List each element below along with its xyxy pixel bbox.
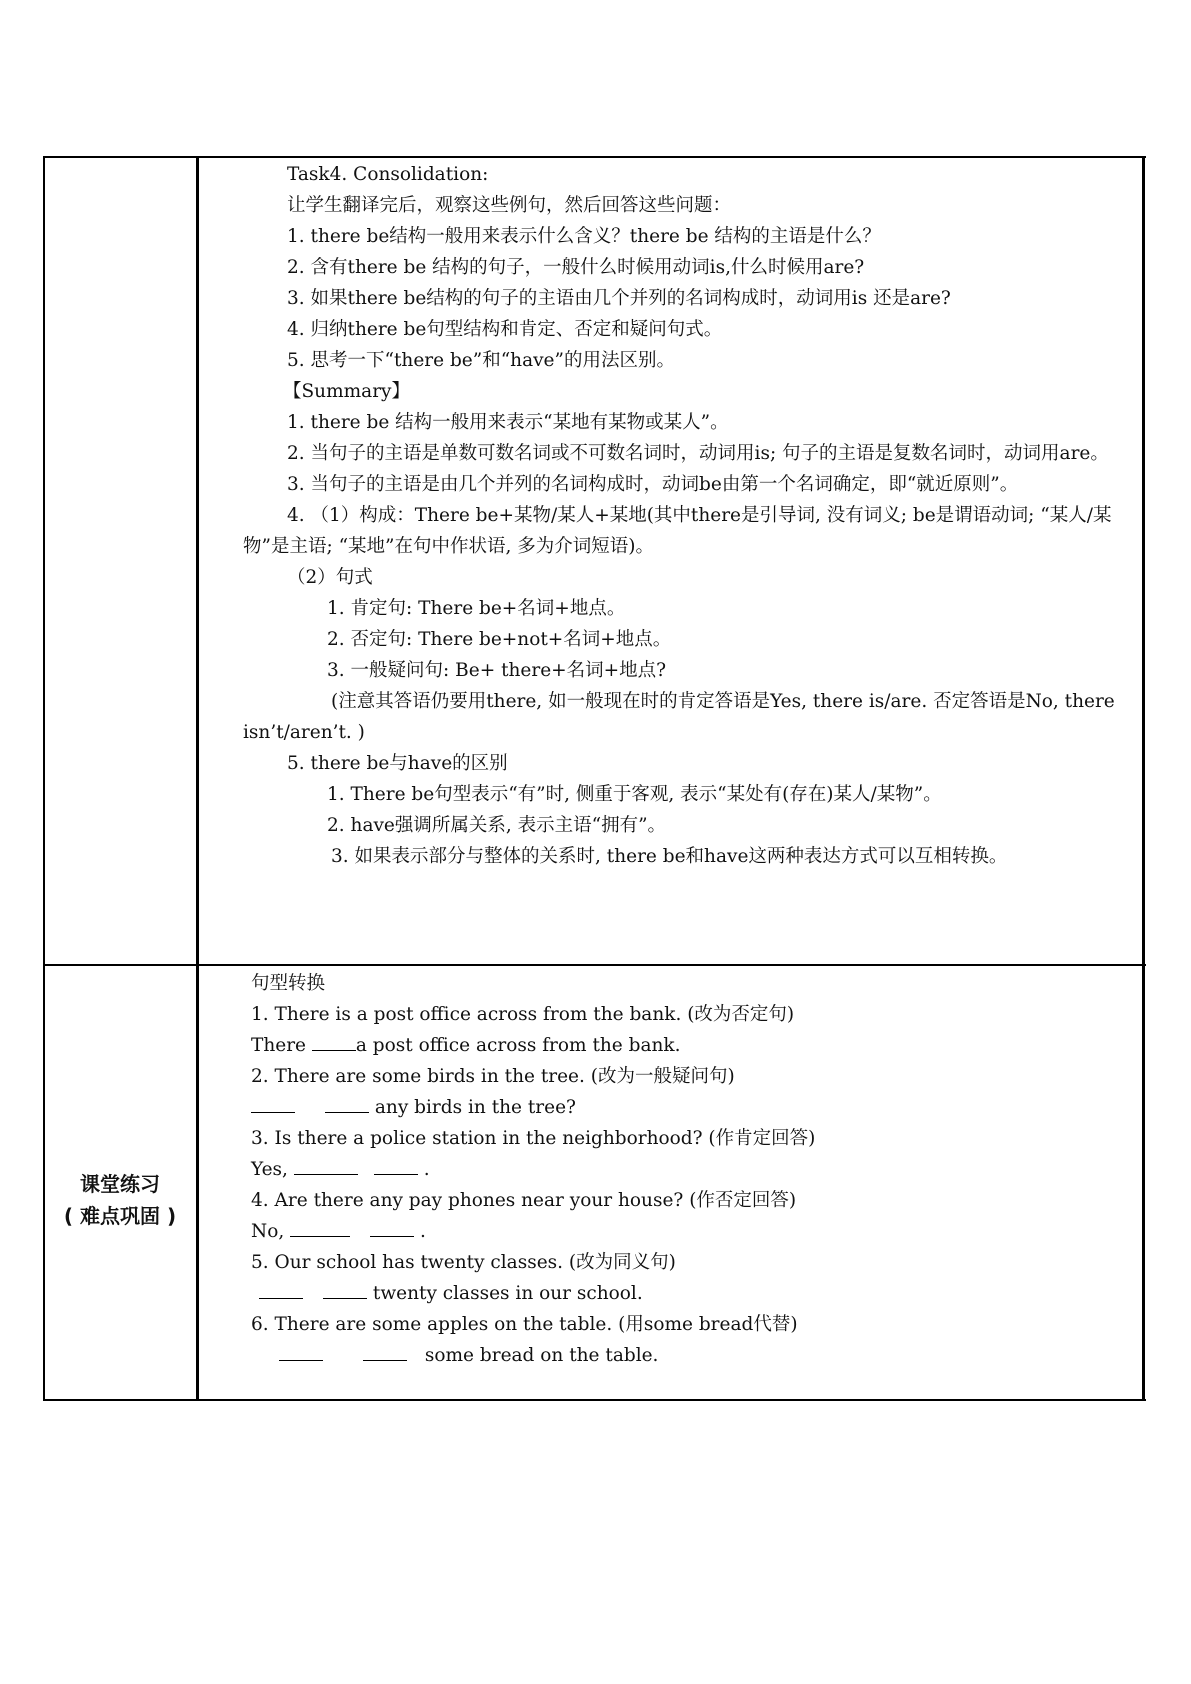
exercise-question: 6. There are some apples on the table. (用some bread代替) [251,1314,798,1335]
answer-blank[interactable] [290,1218,350,1237]
question-item: 2. 含有there be 结构的句子，一般什么时候用动词is,什么时候用are? [287,257,865,278]
row-label-line1: 课堂练习 [80,1172,160,1196]
answer-text: . [414,1221,426,1242]
answer-text: No, [251,1221,291,1242]
summary-point: 2. 当句子的主语是单数可数名词或不可数名词时，动词用is; 句子的主语是复数名词时，动词用are。 [287,443,1109,464]
question-item: 4. 归纳there be句型结构和肯定、否定和疑问句式。 [287,319,723,340]
answer-blank[interactable] [363,1342,407,1361]
sentence-pattern-item: 2. 否定句: There be+not+名词+地点。 [327,629,672,650]
answer-blank[interactable] [374,1156,418,1175]
lesson-table [43,156,1146,1401]
exercise-question: 5. Our school has twenty classes. (改为同义句) [251,1252,676,1273]
answer-text: Yes, [251,1159,294,1180]
exercise-title: 句型转换 [251,973,326,994]
answer-blank[interactable] [279,1342,323,1361]
difference-item: 1. There be句型表示“有”时, 侧重于客观, 表示“某处有(存在)某人/某物”。 [327,784,942,805]
answer-blank[interactable] [259,1280,303,1299]
consolidation-cell [243,159,1133,872]
answer-blank[interactable] [251,1094,295,1113]
question-item: 5. 思考一下“there be”和“have”的用法区别。 [287,350,675,371]
exercise-answer [251,1216,1131,1247]
summary-point: 5. there be与have的区别 [287,753,508,774]
answer-blank[interactable] [312,1032,356,1051]
row-label [43,1168,197,1232]
question-item: 3. 如果there be结构的句子的主语由几个并列的名词构成时，动词用is 还是are? [287,288,951,309]
answer-text: a post office across from the bank. [355,1035,681,1056]
task-heading: Task4. Consolidation: [287,164,489,185]
table-row-divider [43,964,1146,966]
answer-blank[interactable] [370,1218,414,1237]
summary-point: 1. there be 结构一般用来表示“某地有某物或某人”。 [287,412,729,433]
difference-item: 3. 如果表示部分与整体的关系时, there be和have这两种表达方式可以互相转换。 [331,846,1008,867]
answer-blank[interactable] [294,1156,358,1175]
exercise-question: 2. There are some birds in the tree. (改为一般疑问句) [251,1066,735,1087]
exercise-answer [251,1154,1131,1185]
summary-subheading: （2）句式 [287,567,373,588]
answer-text: some bread on the table. [419,1345,659,1366]
sentence-pattern-item: 3. 一般疑问句: Be+ there+名词+地点? [327,660,667,681]
exercise-cell [251,968,1131,1371]
summary-point: 3. 当句子的主语是由几个并列的名词构成时，动词be由第一个名词确定，即“就近原则”。 [287,474,1019,495]
answer-note: (注意其答语仍要用there, 如一般现在时的肯定答语是Yes, there is/are. 否定答语是No, there isn’t/aren’t. ) [243,691,1115,743]
exercise-question: 3. Is there a police station in the neighborhood? (作肯定回答) [251,1128,816,1149]
summary-point: 4. （1）构成：There be+某物/某人+某地(其中there是引导词, 没有词义; be是谓语动词; “某人/某物”是主语; “某地”在句中作状语, 多为介词短语)。 [243,505,1112,557]
answer-blank[interactable] [325,1094,369,1113]
task-intro: 让学生翻译完后，观察这些例句，然后回答这些问题： [287,195,732,216]
answer-blank[interactable] [323,1280,367,1299]
answer-text: any birds in the tree? [369,1097,576,1118]
exercise-question: 4. Are there any pay phones near your house? (作否定回答) [251,1190,797,1211]
exercise-answer [251,1278,1131,1309]
row-label-line2: ( 难点巩固 ) [63,1204,177,1228]
summary-title: 【Summary】 [283,381,410,402]
answer-text: . [417,1159,430,1180]
difference-item: 2. have强调所属关系, 表示主语“拥有”。 [327,815,667,836]
table-bottom-border [43,1399,1146,1401]
exercise-answer [251,1092,1131,1123]
question-item: 1. there be结构一般用来表示什么含义？there be 结构的主语是什么？ [287,226,881,247]
answer-text: There [251,1035,312,1056]
exercise-question: 1. There is a post office across from the bank. (改为否定句) [251,1004,795,1025]
sentence-pattern-item: 1. 肯定句: There be+名词+地点。 [327,598,626,619]
exercise-answer [251,1340,1131,1371]
answer-text: twenty classes in our school. [367,1283,643,1304]
exercise-answer [251,1030,1131,1061]
table-top-border [43,156,1146,158]
table-right-border [1142,156,1145,1401]
